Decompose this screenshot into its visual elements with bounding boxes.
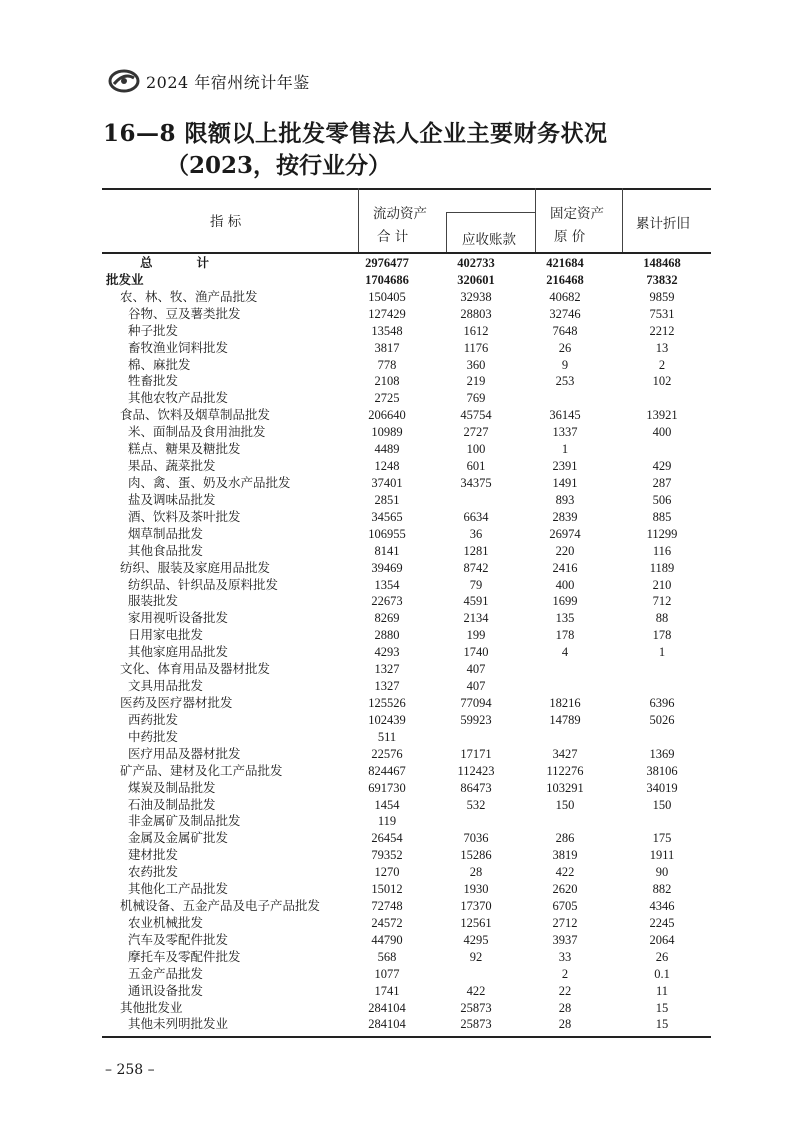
cell-value: 4591 [463, 594, 489, 609]
cell-value: 2880 [374, 628, 400, 643]
table-row [102, 390, 711, 407]
cell-value: 4293 [374, 645, 400, 660]
cell-value: 100 [466, 442, 486, 457]
cell-value: 28803 [460, 306, 492, 321]
cell-value: 893 [555, 492, 575, 507]
header-fixed-assets-original: 原 价 [554, 229, 586, 245]
table-title: 16—8 限额以上批发零售法人企业主要财务状况 [103, 120, 608, 147]
cell-value: 12561 [460, 915, 492, 930]
cell-value: 33 [558, 949, 572, 964]
cell-value: 13 [655, 340, 669, 355]
table-row [102, 797, 711, 814]
cell-value: 32746 [549, 306, 581, 321]
table-row [102, 475, 711, 492]
cell-value: 112423 [457, 763, 495, 778]
cell-value: 568 [377, 949, 397, 964]
table-row [102, 915, 711, 932]
table-row [102, 255, 711, 272]
table-row [102, 526, 711, 543]
cell-value: 116 [652, 543, 672, 558]
cell-value: 9 [561, 357, 569, 372]
row-label: 煤炭及制品批发 [128, 779, 216, 795]
cell-value: 10989 [371, 425, 403, 440]
row-label: 其他食品批发 [128, 542, 204, 558]
table-bottom-rule [102, 1036, 711, 1038]
table-row [102, 1000, 711, 1017]
cell-value: 219 [466, 374, 486, 389]
cell-value: 4489 [374, 442, 400, 457]
cell-value: 6396 [649, 695, 675, 710]
cell-value: 148468 [643, 256, 681, 270]
row-label: 棉、麻批发 [128, 356, 191, 372]
cell-value: 422 [555, 865, 575, 880]
row-label: 日用家电批发 [128, 627, 204, 643]
row-label: 非金属矿及制品批发 [128, 813, 241, 829]
cell-value: 360 [466, 357, 486, 372]
cell-value: 34375 [460, 475, 492, 490]
cell-value: 77094 [460, 695, 492, 710]
cell-value: 24572 [371, 915, 403, 930]
row-label: 纺织、服装及家庭用品批发 [120, 559, 271, 575]
header-depreciation: 累计折旧 [636, 216, 690, 232]
cell-value: 1454 [374, 797, 400, 812]
table-row [102, 847, 711, 864]
cell-value: 103291 [546, 780, 584, 795]
table-row [102, 813, 711, 830]
table-row [102, 830, 711, 847]
table-row [102, 949, 711, 966]
cell-value: 175 [652, 831, 672, 846]
header-subrule [446, 212, 535, 213]
cell-value: 1327 [374, 662, 400, 677]
cell-value: 2 [658, 357, 666, 372]
cell-value: 2134 [463, 611, 489, 626]
table-row [102, 543, 711, 560]
cell-value: 3427 [552, 746, 578, 761]
row-label: 农、林、牧、渔产品批发 [120, 288, 258, 304]
row-label: 五金产品批发 [128, 965, 204, 981]
table-row [102, 610, 711, 627]
table-row [102, 306, 711, 323]
cell-value: 125526 [368, 695, 406, 710]
table-row [102, 627, 711, 644]
cell-value: 286 [555, 831, 575, 846]
cell-value: 400 [652, 425, 672, 440]
cell-value: 199 [466, 628, 486, 643]
row-label: 批发业 [106, 271, 144, 287]
cell-value: 7036 [463, 831, 489, 846]
cell-value: 26 [655, 949, 669, 964]
table-row [102, 323, 711, 340]
cell-value: 511 [377, 729, 397, 744]
cell-value: 102439 [368, 712, 406, 727]
row-label: 其他家庭用品批发 [128, 644, 229, 660]
cell-value: 2727 [463, 425, 489, 440]
row-label: 通讯设备批发 [128, 982, 204, 998]
table-row [102, 424, 711, 441]
cell-value: 6634 [463, 509, 489, 524]
cell-value: 402733 [457, 256, 495, 270]
table-row [102, 780, 711, 797]
cell-value: 1 [658, 645, 666, 660]
cell-value: 3817 [374, 340, 400, 355]
row-label: 畜牧渔业饲料批发 [128, 339, 229, 355]
cell-value: 13921 [646, 408, 678, 423]
cell-value: 17171 [460, 746, 492, 761]
header-fixed-assets: 固定资产 [550, 206, 604, 222]
cell-value: 178 [652, 628, 672, 643]
cell-value: 15012 [371, 882, 403, 897]
row-label: 农药批发 [128, 864, 179, 880]
table-row [102, 881, 711, 898]
cell-value: 22576 [371, 746, 403, 761]
table-row [102, 458, 711, 475]
cell-value: 532 [466, 797, 486, 812]
row-label: 烟草制品批发 [128, 525, 204, 541]
table-row [102, 289, 711, 306]
table-subtitle: （2023，按行业分） [166, 152, 392, 179]
row-label: 其他批发业 [120, 999, 183, 1015]
row-label: 医疗用品及器材批发 [128, 745, 241, 761]
cell-value: 506 [652, 492, 672, 507]
cell-value: 400 [555, 577, 575, 592]
cell-value: 26 [558, 340, 572, 355]
table-top-rule [102, 188, 711, 190]
cell-value: 1270 [374, 865, 400, 880]
cell-value: 28 [469, 865, 483, 880]
cell-value: 25873 [460, 1000, 492, 1015]
cell-value: 1248 [374, 459, 400, 474]
cell-value: 22 [558, 983, 572, 998]
cell-value: 9859 [649, 289, 675, 304]
row-label: 其他未列明批发业 [128, 1016, 229, 1032]
cell-value: 90 [655, 865, 669, 880]
cell-value: 127429 [368, 306, 406, 321]
cell-value: 38106 [646, 763, 678, 778]
yearbook-logo-icon [108, 68, 140, 94]
cell-value: 1612 [463, 323, 489, 338]
cell-value: 1369 [649, 746, 675, 761]
cell-value: 86473 [460, 780, 492, 795]
cell-value: 220 [555, 543, 575, 558]
row-label: 石油及制品批发 [128, 796, 216, 812]
cell-value: 1327 [374, 679, 400, 694]
cell-value: 284104 [368, 1017, 406, 1032]
cell-value: 14789 [549, 712, 581, 727]
header-divider [446, 212, 447, 253]
cell-value: 5026 [649, 712, 675, 727]
row-label: 种子批发 [128, 322, 179, 338]
table-row [102, 441, 711, 458]
cell-value: 1704686 [365, 272, 409, 287]
cell-value: 11 [655, 983, 669, 998]
cell-value: 25873 [460, 1017, 492, 1032]
cell-value: 691730 [368, 780, 406, 795]
row-label: 其他农牧产品批发 [128, 390, 229, 406]
cell-value: 4295 [463, 932, 489, 947]
cell-value: 1491 [552, 475, 578, 490]
row-label: 其他化工产品批发 [128, 881, 229, 897]
table-row [102, 678, 711, 695]
row-label: 食品、饮料及烟草制品批发 [120, 407, 271, 423]
cell-value: 40682 [549, 289, 581, 304]
row-label: 建材批发 [128, 847, 179, 863]
row-label: 机械设备、五金产品及电子产品批发 [120, 898, 321, 914]
cell-value: 7648 [552, 323, 578, 338]
cell-value: 22673 [371, 594, 403, 609]
cell-value: 17370 [460, 899, 492, 914]
cell-value: 2851 [374, 492, 400, 507]
cell-value: 320601 [457, 272, 495, 287]
cell-value: 39469 [371, 560, 403, 575]
row-label: 糕点、糖果及糖批发 [128, 441, 241, 457]
cell-value: 6705 [552, 899, 578, 914]
cell-value: 2245 [649, 915, 675, 930]
row-label: 家用视听设备批发 [128, 610, 229, 626]
cell-value: 8141 [374, 543, 400, 558]
table-row [102, 966, 711, 983]
table-row [102, 1016, 711, 1033]
table-row [102, 712, 711, 729]
cell-value: 15286 [460, 848, 492, 863]
cell-value: 1354 [374, 577, 400, 592]
cell-value: 2712 [552, 915, 578, 930]
row-label: 酒、饮料及茶叶批发 [128, 508, 241, 524]
row-label: 果品、蔬菜批发 [128, 458, 216, 474]
cell-value: 34565 [371, 509, 403, 524]
cell-value: 28 [558, 1000, 572, 1015]
table-row [102, 746, 711, 763]
header-current-assets: 流动资产 [373, 206, 427, 222]
cell-value: 1281 [463, 543, 489, 558]
book-header [108, 66, 310, 96]
cell-value: 150 [652, 797, 672, 812]
row-label: 牲畜批发 [128, 373, 179, 389]
cell-value: 7531 [649, 306, 675, 321]
page-number: – 258 – [105, 1062, 155, 1078]
table-row [102, 492, 711, 509]
cell-value: 824467 [368, 763, 406, 778]
cell-value: 13548 [371, 323, 403, 338]
table-row [102, 509, 711, 526]
cell-value: 1699 [552, 594, 578, 609]
cell-value: 1740 [463, 645, 489, 660]
table-row [102, 560, 711, 577]
cell-value: 8269 [374, 611, 400, 626]
cell-value: 1189 [649, 560, 675, 575]
header-indicator: 指 标 [210, 214, 242, 230]
cell-value: 2108 [374, 374, 400, 389]
cell-value: 601 [466, 459, 486, 474]
cell-value: 88 [655, 611, 669, 626]
cell-value: 72748 [371, 899, 403, 914]
row-label: 中药批发 [128, 728, 179, 744]
cell-value: 106955 [368, 526, 406, 541]
cell-value: 253 [555, 374, 575, 389]
row-label: 纺织品、针织品及原料批发 [128, 576, 279, 592]
row-label: 服装批发 [128, 593, 179, 609]
cell-value: 112276 [546, 763, 584, 778]
cell-value: 1337 [552, 425, 578, 440]
table-row [102, 373, 711, 390]
table-row [102, 357, 711, 374]
cell-value: 1077 [374, 966, 400, 981]
cell-value: 59923 [460, 712, 492, 727]
row-label: 文具用品批发 [128, 678, 204, 694]
cell-value: 1 [561, 442, 569, 457]
table-row [102, 340, 711, 357]
cell-value: 778 [377, 357, 397, 372]
row-label: 谷物、豆及薯类批发 [128, 305, 241, 321]
cell-value: 45754 [460, 408, 492, 423]
cell-value: 1930 [463, 882, 489, 897]
cell-value: 135 [555, 611, 575, 626]
cell-value: 92 [469, 949, 483, 964]
cell-value: 2839 [552, 509, 578, 524]
row-label: 盐及调味品批发 [128, 491, 216, 507]
cell-value: 284104 [368, 1000, 406, 1015]
cell-value: 26974 [549, 526, 581, 541]
cell-value: 102 [652, 374, 672, 389]
table-row [102, 932, 711, 949]
cell-value: 28 [558, 1017, 572, 1032]
cell-value: 15 [655, 1000, 669, 1015]
row-label: 西药批发 [128, 711, 179, 727]
table-row [102, 661, 711, 678]
cell-value: 882 [652, 882, 672, 897]
cell-value: 4 [561, 645, 569, 660]
cell-value: 0.1 [654, 966, 670, 981]
table-row [102, 644, 711, 661]
header-divider [358, 188, 359, 253]
cell-value: 287 [652, 475, 672, 490]
cell-value: 8742 [463, 560, 489, 575]
cell-value: 429 [652, 459, 672, 474]
cell-value: 2976477 [365, 256, 409, 270]
cell-value: 2416 [552, 560, 578, 575]
cell-value: 2620 [552, 882, 578, 897]
cell-value: 119 [377, 814, 397, 829]
table-row [102, 898, 711, 915]
cell-value: 73832 [646, 272, 678, 287]
cell-value: 1741 [374, 983, 400, 998]
cell-value: 216468 [546, 272, 584, 287]
cell-value: 37401 [371, 475, 403, 490]
table-row [102, 577, 711, 594]
table-row [102, 593, 711, 610]
cell-value: 2064 [649, 932, 675, 947]
cell-value: 44790 [371, 932, 403, 947]
table-row [102, 864, 711, 881]
cell-value: 422 [466, 983, 486, 998]
book-title: 2024 年宿州统计年鉴 [146, 72, 310, 92]
cell-value: 712 [652, 594, 672, 609]
row-label: 汽车及零配件批发 [128, 931, 229, 947]
cell-value: 4346 [649, 899, 675, 914]
header-divider [622, 188, 623, 253]
cell-value: 36 [469, 526, 483, 541]
cell-value: 11299 [646, 526, 678, 541]
cell-value: 407 [466, 662, 486, 677]
cell-value: 79352 [371, 848, 403, 863]
cell-value: 210 [652, 577, 672, 592]
row-label: 农业机械批发 [128, 914, 204, 930]
cell-value: 3819 [552, 848, 578, 863]
cell-value: 885 [652, 509, 672, 524]
cell-value: 2 [561, 966, 569, 981]
row-label: 文化、体育用品及器材批发 [120, 661, 271, 677]
table-header-rule [102, 252, 711, 254]
cell-value: 2212 [649, 323, 675, 338]
cell-value: 32938 [460, 289, 492, 304]
cell-value: 3937 [552, 932, 578, 947]
row-label: 米、面制品及食用油批发 [128, 424, 266, 440]
cell-value: 407 [466, 679, 486, 694]
cell-value: 1911 [649, 848, 675, 863]
table-row [102, 695, 711, 712]
cell-value: 206640 [368, 408, 406, 423]
cell-value: 421684 [546, 256, 584, 270]
cell-value: 178 [555, 628, 575, 643]
cell-value: 150405 [368, 289, 406, 304]
row-label: 金属及金属矿批发 [128, 830, 229, 846]
cell-value: 2391 [552, 459, 578, 474]
row-label: 总计 [140, 255, 254, 270]
table-body [102, 255, 711, 1033]
cell-value: 1176 [463, 340, 489, 355]
cell-value: 36145 [549, 408, 581, 423]
cell-value: 34019 [646, 780, 678, 795]
cell-value: 769 [466, 391, 486, 406]
header-receivables: 应收账款 [462, 232, 516, 248]
cell-value: 2725 [374, 391, 400, 406]
header-current-assets-total: 合 计 [377, 229, 409, 245]
table-row [102, 272, 711, 289]
cell-value: 150 [555, 797, 575, 812]
cell-value: 26454 [371, 831, 403, 846]
row-label: 医药及医疗器材批发 [120, 694, 233, 710]
row-label: 肉、禽、蛋、奶及水产品批发 [128, 474, 291, 490]
cell-value: 79 [469, 577, 483, 592]
row-label: 摩托车及零配件批发 [128, 948, 241, 964]
cell-value: 15 [655, 1017, 669, 1032]
table-row [102, 763, 711, 780]
table-row [102, 983, 711, 1000]
row-label: 矿产品、建材及化工产品批发 [120, 762, 283, 778]
table-row [102, 407, 711, 424]
cell-value: 18216 [549, 695, 581, 710]
header-divider [535, 188, 536, 253]
table-row [102, 729, 711, 746]
